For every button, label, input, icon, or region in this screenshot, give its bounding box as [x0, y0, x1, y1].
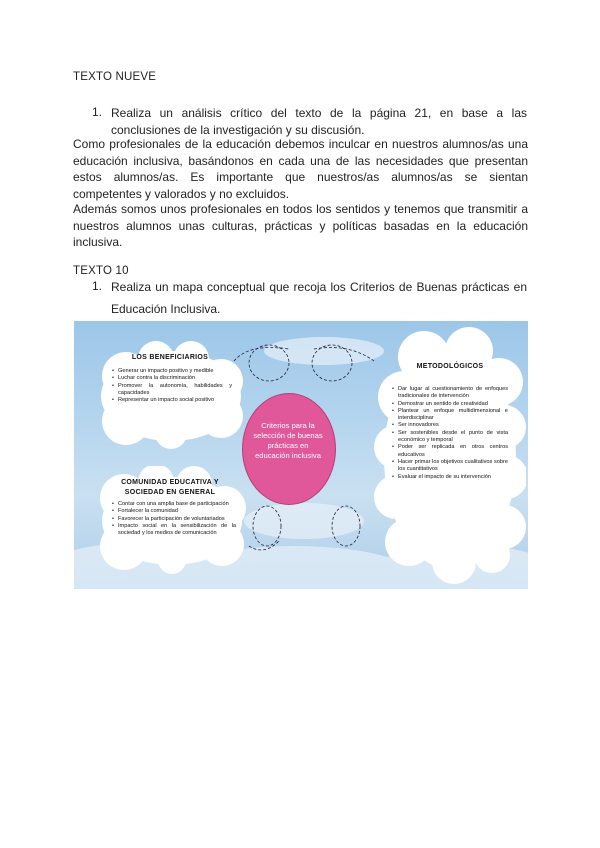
comunidad-title-line1: COMUNIDAD EDUCATIVA Y	[121, 479, 219, 486]
beneficiarios-list	[112, 368, 232, 404]
list-item: • Representar un impacto social positivo	[112, 397, 232, 404]
list-item: • Fortalecer la comunidad	[112, 508, 236, 515]
list-item: • Hacer primar los objetivos cualitativos sobre los cuantitativos	[392, 459, 508, 474]
comunidad-title	[104, 478, 236, 498]
list-item: • Luchar contra la discriminación	[112, 375, 232, 382]
concept-map	[74, 321, 528, 589]
metodologicos-title: METODOLÓGICOS	[416, 363, 484, 370]
list-item: • Dar lugar al cuestionamiento de enfoques tradicionales de intervención	[392, 386, 508, 401]
center-label: Criterios para la selección de buenas prácticas en educación inclusiva	[253, 421, 323, 460]
list-item: • Demostrar un sentido de creatividad	[392, 401, 508, 408]
section-heading-texto-nueve: TEXTO NUEVE	[73, 71, 157, 83]
list-item: • Contar con una amplia base de participación	[112, 501, 236, 508]
task-line-1: Realiza un mapa conceptual que recoja los Criterios de Buenas prácticas en	[111, 280, 527, 294]
list-item: • Generar un impacto positivo y medible	[112, 368, 232, 375]
section-heading-texto-10: TEXTO 10	[73, 265, 129, 277]
list-item: • Favorecer la participación de voluntariados	[112, 516, 236, 523]
list-item: • Promover la autonomía, habilidades y capacidades	[112, 383, 232, 398]
list-number: 1.	[92, 279, 103, 293]
paragraph-2: Además somos unos profesionales en todos los sentidos y tenemos que transmitir a nuestros alumnos unas culturas, prácticas y políticas basadas en la educación inclusiva.	[73, 202, 528, 249]
beneficiarios-title: LOS BENEFICIARIOS	[131, 354, 209, 361]
paragraph-1: Como profesionales de la educación debemos inculcar en nuestros alumnos/as una educación inclusiva, basándonos en cada una de las necesidades que presentan estos alumnos/as. Es importante que nuestros/as alumnos/as se sientan competentes y valorados y no excluidos.	[73, 137, 528, 201]
task-line-2: Educación Inclusiva.	[111, 302, 221, 316]
comunidad-title-line2: SOCIEDAD EN GENERAL	[124, 489, 216, 496]
list-number: 1.	[92, 105, 103, 119]
comunidad-list	[112, 501, 236, 537]
list-item: • Ser sostenibles desde el punto de vista económico y temporal	[392, 430, 508, 445]
task-line-1: Realiza un análisis crítico del texto de la página 21, en base a las	[111, 106, 527, 120]
task-line-2: conclusiones de la investigación y su discusión.	[111, 123, 365, 137]
metodologicos-list	[392, 386, 508, 481]
list-item: • Evaluar el impacto de su intervención	[392, 474, 508, 481]
list-item: • Poder ser replicada en otros centros educativos	[392, 444, 508, 459]
list-item: • Ser innovadores	[392, 422, 508, 429]
list-item: • Impacto social en la sensibilización de la sociedad y los medios de comunicación	[112, 523, 236, 538]
list-item: • Plantear un enfoque multidimensional e interdisciplinar	[392, 408, 508, 423]
